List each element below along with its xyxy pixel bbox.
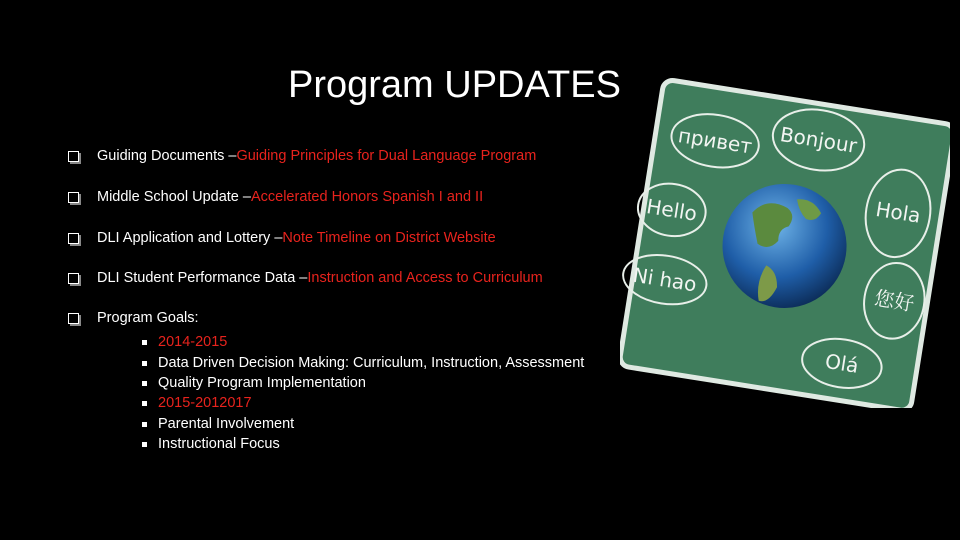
greeting-label: Hola [874,196,923,228]
bullet-lead: DLI Application and Lottery – [97,230,283,246]
goal-text: Parental Involvement [158,416,295,432]
bullet-lead: Middle School Update – [97,189,251,205]
goal-item [142,395,252,411]
bullet-item [68,230,496,246]
checkbox-bullet-icon [68,273,79,284]
bullet-item [68,270,543,286]
bullet-item [68,148,536,164]
greeting-label: Ni hao [631,262,699,297]
goal-item [142,375,366,391]
greeting-label: Hello [644,194,699,226]
bullet-lead: Guiding Documents – [97,148,237,164]
checkbox-bullet-icon [68,151,79,162]
slide-title: Program UPDATES [288,64,621,106]
bullet-highlight: Note Timeline on District Website [282,230,496,246]
square-bullet-icon [142,442,147,447]
checkbox-bullet-icon [68,192,79,203]
square-bullet-icon [142,340,147,345]
bullet-lead: DLI Student Performance Data – [97,270,308,286]
goal-text: Quality Program Implementation [158,375,366,391]
goal-text: Data Driven Decision Making: Curriculum, Instruction, Assessment [158,355,585,371]
square-bullet-icon [142,401,147,406]
bullet-highlight: Instruction and Access to Curriculum [307,270,543,286]
checkbox-bullet-icon [68,313,79,324]
bullet-item [68,310,199,326]
goal-item [142,355,584,371]
globe-greetings-image [620,78,950,408]
square-bullet-icon [142,381,147,386]
greeting-label: привет [676,123,754,159]
goal-item [142,436,280,452]
bullet-highlight: Guiding Principles for Dual Language Program [236,148,537,164]
bullet-lead: Program Goals: [97,310,199,326]
bullet-highlight: Accelerated Honors Spanish I and II [250,189,484,205]
goal-text: 2015-2012017 [158,395,252,411]
goal-item [142,416,294,432]
checkbox-bullet-icon [68,233,79,244]
square-bullet-icon [142,361,147,366]
greeting-label: Bonjour [778,122,859,158]
bullet-item [68,189,483,205]
greeting-label: Olá [823,348,861,378]
goal-text: Instructional Focus [158,436,280,452]
goal-text: 2014-2015 [158,334,228,350]
greeting-label: 您好 [872,285,916,316]
goal-item [142,334,227,350]
square-bullet-icon [142,422,147,427]
